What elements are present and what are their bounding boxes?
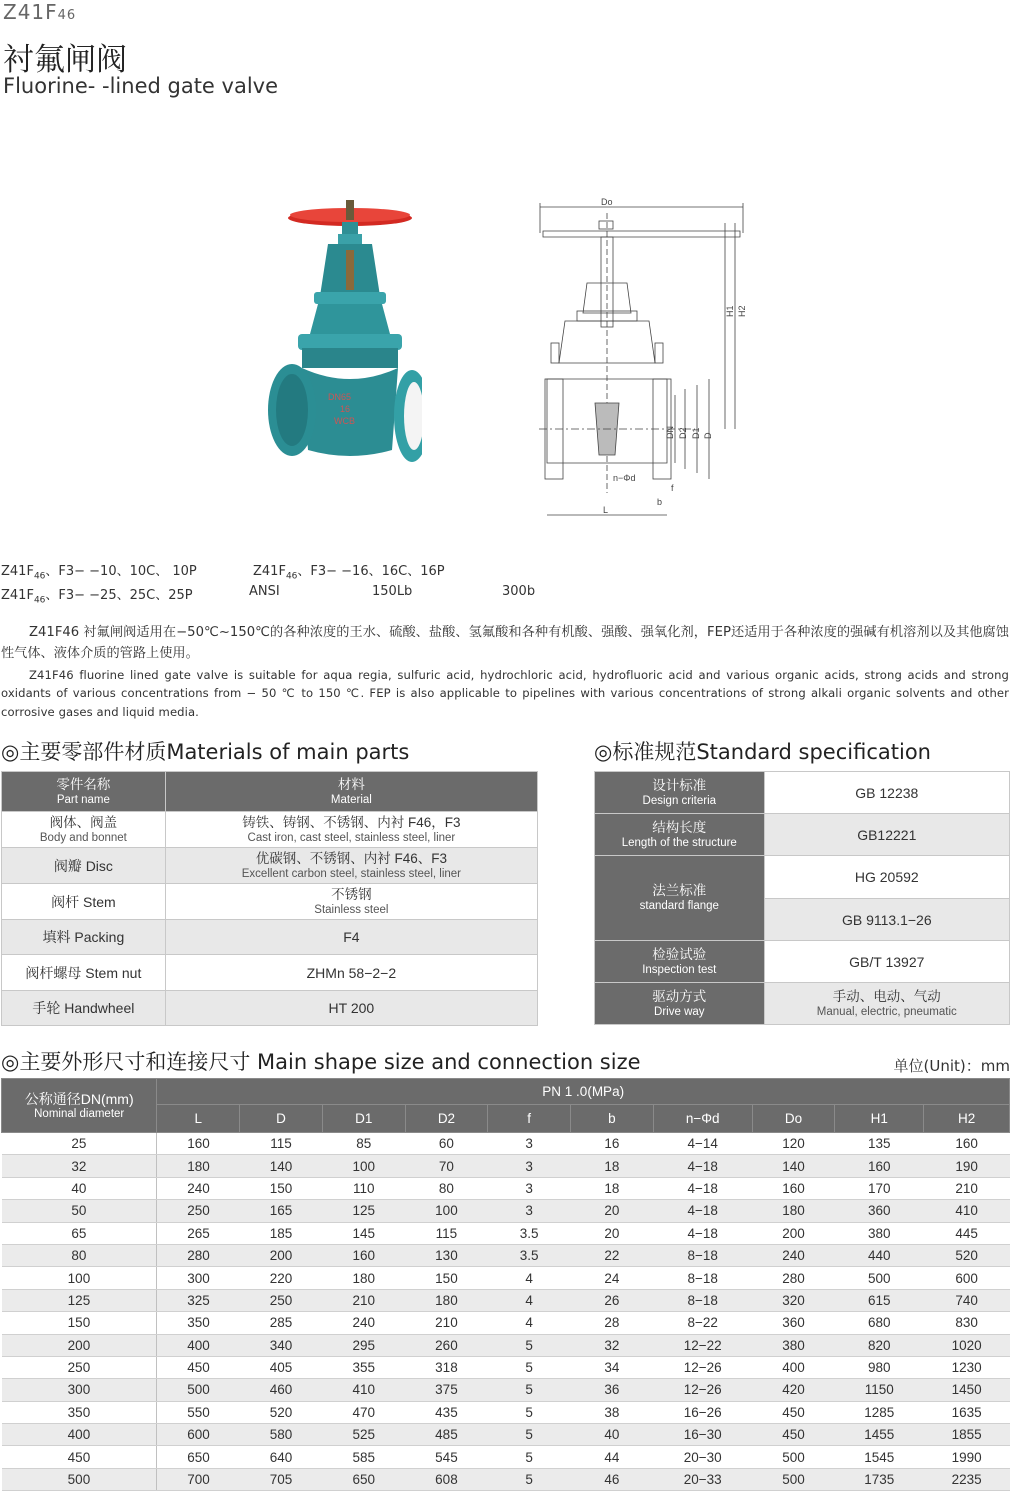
table-cell: 190	[924, 1155, 1010, 1177]
table-cell: 280	[752, 1267, 835, 1289]
table-cell: 3	[488, 1200, 571, 1222]
table-cell: 240	[322, 1312, 405, 1334]
table-cell: 145	[322, 1222, 405, 1244]
table-cell: 8−18	[653, 1289, 752, 1311]
table-cell: 265	[157, 1222, 240, 1244]
table-cell: 135	[835, 1133, 924, 1155]
spec-ansi: ANSI	[249, 584, 280, 599]
materials-header-row	[2, 772, 538, 812]
table-cell: 450	[752, 1401, 835, 1423]
table-row: 检验试验 Inspection test GB/T 13927	[595, 941, 1010, 983]
product-title-cn: 衬氟闸阀	[3, 42, 127, 78]
table-row	[2, 1424, 1010, 1446]
table-cell: 26	[571, 1289, 654, 1311]
table-cell: 5	[488, 1379, 571, 1401]
dimensions-body	[2, 1133, 1010, 1491]
table-cell: 160	[752, 1177, 835, 1199]
table-cell: 740	[924, 1289, 1010, 1311]
spec-300b: 300b	[502, 584, 536, 599]
table-cell: 295	[322, 1334, 405, 1356]
table-cell: 80	[2, 1244, 157, 1266]
table-cell: 318	[405, 1356, 488, 1378]
table-cell: 5	[488, 1401, 571, 1423]
spec-line-1b: $Z41F_{46}$、F3− −16、16C、16P	[253, 564, 445, 582]
table-cell: 285	[240, 1312, 323, 1334]
spec-line-1a: $Z41F_{46}$、F3− −10、10C、 10P	[1, 564, 197, 582]
dim-col-header: D	[240, 1105, 323, 1133]
dimensions-table	[1, 1078, 1010, 1491]
table-cell: 410	[924, 1200, 1010, 1222]
product-title-en: Fluorine- -lined gate valve	[3, 74, 279, 98]
label-l: L	[603, 505, 609, 515]
label-do: Do	[601, 197, 613, 207]
table-cell: 165	[240, 1200, 323, 1222]
table-cell: 4	[488, 1312, 571, 1334]
table-cell: 120	[752, 1133, 835, 1155]
dim-col-header: H1	[835, 1105, 924, 1133]
dimensions-header-row	[2, 1079, 1010, 1105]
table-cell: 600	[157, 1424, 240, 1446]
table-cell: 20	[571, 1200, 654, 1222]
table-cell: 680	[835, 1312, 924, 1334]
table-cell: 1150	[835, 1379, 924, 1401]
table-cell: 500	[752, 1446, 835, 1468]
table-cell: 80	[405, 1177, 488, 1199]
dim-col-header: D1	[322, 1105, 405, 1133]
pressure-rating: PN 1 .0(MPa)	[157, 1079, 1010, 1105]
table-cell: 520	[240, 1401, 323, 1423]
table-cell: 525	[322, 1424, 405, 1446]
table-row: 阀杆 Stem 不锈钢 Stainless steel	[2, 884, 538, 920]
table-cell: 1230	[924, 1356, 1010, 1378]
table-cell: 25	[2, 1133, 157, 1155]
table-cell: 3.5	[488, 1222, 571, 1244]
table-cell: 450	[157, 1356, 240, 1378]
table-cell: 450	[2, 1446, 157, 1468]
spec-line-2a: $Z41F_{46}$、F3− −25、25C、25P	[1, 588, 193, 606]
table-cell: 16−26	[653, 1401, 752, 1423]
table-cell: 615	[835, 1289, 924, 1311]
table-cell: 180	[322, 1267, 405, 1289]
table-row	[2, 1446, 1010, 1468]
col-nominal-diameter: 公称通径DN(mm) Nominal diameter	[2, 1079, 157, 1133]
table-cell: 5	[488, 1446, 571, 1468]
table-cell: 20−33	[653, 1468, 752, 1490]
col-part-name: 零件名称 Part name	[2, 772, 166, 812]
table-cell: 500	[157, 1379, 240, 1401]
label-d2: D2	[678, 427, 688, 439]
table-cell: 36	[571, 1379, 654, 1401]
table-cell: 20	[571, 1222, 654, 1244]
table-cell: 405	[240, 1356, 323, 1378]
table-cell: 450	[752, 1424, 835, 1446]
table-cell: 5	[488, 1468, 571, 1490]
table-cell: 60	[405, 1133, 488, 1155]
label-h2: H2	[737, 305, 747, 317]
table-cell: 410	[322, 1379, 405, 1401]
table-cell: 300	[2, 1379, 157, 1401]
dim-col-header: n−Φd	[653, 1105, 752, 1133]
table-cell: 460	[240, 1379, 323, 1401]
table-cell: 200	[2, 1334, 157, 1356]
label-d1: D1	[691, 427, 701, 439]
table-cell: 85	[322, 1133, 405, 1155]
label-h1: H1	[725, 305, 735, 317]
description-en: Z41F46 fluorine lined gate valve is suitable for aqua regia, sulfuric acid, hydrochloric acid, hydrofluoric acid and various organic acids, strong acids and strong oxidants of various concentrations from − 50 ℃ to 150 ℃. FEP is also applicable to pipelines with various concentrations of strong alkali organic solvents and other corrosive gases and liquid media.	[1, 668, 1009, 719]
materials-table	[1, 771, 538, 1026]
model-number: Z41F46	[3, 0, 77, 24]
table-row: 阀杆螺母 Stem nut ZHMn 58−2−2	[2, 955, 538, 991]
table-cell: 400	[157, 1334, 240, 1356]
table-cell: 1635	[924, 1401, 1010, 1423]
table-cell: 32	[571, 1334, 654, 1356]
table-cell: 5	[488, 1424, 571, 1446]
dimensions-heading: ◎主要外形尺寸和连接尺寸 Main shape size and connection size	[1, 1050, 641, 1074]
table-cell: 125	[2, 1289, 157, 1311]
table-cell: 32	[2, 1155, 157, 1177]
table-row	[2, 1379, 1010, 1401]
table-cell: 12−22	[653, 1334, 752, 1356]
table-row	[2, 1468, 1010, 1490]
table-cell: 18	[571, 1155, 654, 1177]
label-f: f	[671, 483, 674, 493]
table-cell: 608	[405, 1468, 488, 1490]
table-cell: 220	[240, 1267, 323, 1289]
table-cell: 100	[322, 1155, 405, 1177]
table-cell: 4−18	[653, 1200, 752, 1222]
table-cell: 585	[322, 1446, 405, 1468]
table-cell: 360	[835, 1200, 924, 1222]
table-cell: 5	[488, 1334, 571, 1356]
table-cell: 150	[405, 1267, 488, 1289]
table-cell: 16	[571, 1133, 654, 1155]
table-row	[2, 1155, 1010, 1177]
valve-photo	[262, 200, 422, 470]
table-cell: 210	[405, 1312, 488, 1334]
table-cell: 5	[488, 1356, 571, 1378]
table-cell: 320	[752, 1289, 835, 1311]
table-cell: 8−18	[653, 1267, 752, 1289]
table-cell: 700	[157, 1468, 240, 1490]
table-cell: 125	[322, 1200, 405, 1222]
table-cell: 140	[240, 1155, 323, 1177]
table-row	[2, 1289, 1010, 1311]
table-row	[2, 1356, 1010, 1378]
table-row	[2, 1177, 1010, 1199]
table-cell: 65	[2, 1222, 157, 1244]
table-cell: 1990	[924, 1446, 1010, 1468]
table-cell: 520	[924, 1244, 1010, 1266]
cast-mark-material: WCB	[334, 416, 355, 426]
technical-drawing	[535, 193, 755, 528]
table-row	[2, 1312, 1010, 1334]
table-cell: 820	[835, 1334, 924, 1356]
table-cell: 170	[835, 1177, 924, 1199]
table-cell: 250	[240, 1289, 323, 1311]
table-cell: 1020	[924, 1334, 1010, 1356]
table-cell: 250	[2, 1356, 157, 1378]
table-cell: 380	[835, 1222, 924, 1244]
table-cell: 4	[488, 1267, 571, 1289]
standards-table	[594, 771, 1010, 1025]
table-cell: 150	[2, 1312, 157, 1334]
table-cell: 180	[405, 1289, 488, 1311]
table-cell: 440	[835, 1244, 924, 1266]
table-row: 驱动方式 Drive way 手动、电动、气动 Manual, electric, pneumatic	[595, 983, 1010, 1025]
table-cell: 485	[405, 1424, 488, 1446]
table-cell: 355	[322, 1356, 405, 1378]
table-cell: 210	[322, 1289, 405, 1311]
table-cell: 70	[405, 1155, 488, 1177]
table-cell: 28	[571, 1312, 654, 1334]
table-cell: 500	[835, 1267, 924, 1289]
table-cell: 1545	[835, 1446, 924, 1468]
table-cell: 210	[924, 1177, 1010, 1199]
table-cell: 280	[157, 1244, 240, 1266]
table-cell: 550	[157, 1401, 240, 1423]
table-cell: 435	[405, 1401, 488, 1423]
spec-150lb: 150Lb	[372, 584, 413, 599]
materials-heading: ◎主要零部件材质Materials of main parts	[1, 740, 410, 764]
table-cell: 375	[405, 1379, 488, 1401]
table-cell: 4	[488, 1289, 571, 1311]
table-cell: 470	[322, 1401, 405, 1423]
dim-col-header: H2	[924, 1105, 1010, 1133]
table-row: 填料 Packing F4	[2, 920, 538, 955]
table-cell: 22	[571, 1244, 654, 1266]
table-cell: 705	[240, 1468, 323, 1490]
table-cell: 400	[752, 1356, 835, 1378]
table-cell: 185	[240, 1222, 323, 1244]
table-cell: 420	[752, 1379, 835, 1401]
table-cell: 180	[157, 1155, 240, 1177]
table-cell: 16−30	[653, 1424, 752, 1446]
table-row: 设计标准 Design criteria GB 12238	[595, 772, 1010, 814]
table-cell: 980	[835, 1356, 924, 1378]
table-cell: 600	[924, 1267, 1010, 1289]
table-row	[2, 1133, 1010, 1155]
table-cell: 3	[488, 1177, 571, 1199]
table-cell: 115	[240, 1133, 323, 1155]
table-cell: 360	[752, 1312, 835, 1334]
col-material: 材料 Material	[165, 772, 537, 812]
table-cell: 1855	[924, 1424, 1010, 1446]
table-cell: 115	[405, 1222, 488, 1244]
table-row: 阀瓣 Disc 优碳钢、不锈钢、内衬 F46、F3 Excellent carbon steel, stainless steel, liner	[2, 848, 538, 884]
table-cell: 24	[571, 1267, 654, 1289]
table-cell: 1735	[835, 1468, 924, 1490]
standards-heading: ◎标准规范Standard specification	[594, 740, 931, 764]
dim-col-header: L	[157, 1105, 240, 1133]
table-cell: 110	[322, 1177, 405, 1199]
table-row	[2, 1222, 1010, 1244]
table-cell: 650	[322, 1468, 405, 1490]
table-cell: 8−18	[653, 1244, 752, 1266]
table-row: 法兰标准 standard flange HG 20592	[595, 856, 1010, 899]
table-cell: 12−26	[653, 1379, 752, 1401]
table-cell: 200	[752, 1222, 835, 1244]
table-row: 手轮 Handwheel HT 200	[2, 991, 538, 1026]
table-row	[2, 1401, 1010, 1423]
table-cell: 260	[405, 1334, 488, 1356]
table-cell: 1450	[924, 1379, 1010, 1401]
table-cell: 40	[571, 1424, 654, 1446]
table-cell: 100	[2, 1267, 157, 1289]
table-cell: 250	[157, 1200, 240, 1222]
table-cell: 3	[488, 1133, 571, 1155]
cast-mark-dn: DN65	[328, 392, 352, 402]
table-cell: 830	[924, 1312, 1010, 1334]
label-n-phi-d: n−Φd	[613, 473, 636, 483]
table-cell: 640	[240, 1446, 323, 1468]
unit-label: 单位(Unit)：mm	[893, 1057, 1010, 1075]
cast-mark-pn: 16	[340, 404, 351, 414]
table-cell: 500	[752, 1468, 835, 1490]
table-cell: 44	[571, 1446, 654, 1468]
table-cell: 160	[835, 1155, 924, 1177]
table-cell: 240	[157, 1177, 240, 1199]
table-cell: 3.5	[488, 1244, 571, 1266]
table-cell: 500	[2, 1468, 157, 1490]
table-cell: 12−26	[653, 1356, 752, 1378]
table-cell: 20−30	[653, 1446, 752, 1468]
label-dn: DN	[665, 426, 675, 439]
table-cell: 650	[157, 1446, 240, 1468]
table-row	[2, 1267, 1010, 1289]
table-row: 阀体、阀盖 Body and bonnet 铸铁、铸钢、不锈钢、内衬 F46，F3 Cast iron, cast steel, stainless steel, liner	[2, 812, 538, 848]
table-cell: 400	[2, 1424, 157, 1446]
table-cell: 180	[752, 1200, 835, 1222]
table-cell: 4−14	[653, 1133, 752, 1155]
table-cell: 130	[405, 1244, 488, 1266]
table-row: 结构长度 Length of the structure GB12221	[595, 814, 1010, 856]
table-cell: 445	[924, 1222, 1010, 1244]
table-cell: 50	[2, 1200, 157, 1222]
label-d: D	[703, 432, 713, 439]
table-cell: 200	[240, 1244, 323, 1266]
table-cell: 380	[752, 1334, 835, 1356]
table-cell: 18	[571, 1177, 654, 1199]
table-row: GB 9113.1−26	[595, 899, 1010, 941]
table-cell: 580	[240, 1424, 323, 1446]
table-cell: 100	[405, 1200, 488, 1222]
table-cell: 325	[157, 1289, 240, 1311]
table-cell: 4−18	[653, 1155, 752, 1177]
table-cell: 340	[240, 1334, 323, 1356]
table-cell: 1455	[835, 1424, 924, 1446]
label-b: b	[657, 497, 663, 507]
table-cell: 350	[2, 1401, 157, 1423]
table-row	[2, 1334, 1010, 1356]
dim-col-header: f	[488, 1105, 571, 1133]
table-cell: 4−18	[653, 1177, 752, 1199]
table-cell: 150	[240, 1177, 323, 1199]
dim-col-header: Do	[752, 1105, 835, 1133]
table-cell: 240	[752, 1244, 835, 1266]
table-cell: 34	[571, 1356, 654, 1378]
table-cell: 38	[571, 1401, 654, 1423]
table-cell: 350	[157, 1312, 240, 1334]
table-row	[2, 1200, 1010, 1222]
table-cell: 4−18	[653, 1222, 752, 1244]
dim-col-header: b	[571, 1105, 654, 1133]
table-cell: 160	[322, 1244, 405, 1266]
table-cell: 545	[405, 1446, 488, 1468]
table-cell: 140	[752, 1155, 835, 1177]
table-cell: 40	[2, 1177, 157, 1199]
table-cell: 160	[157, 1133, 240, 1155]
table-cell: 46	[571, 1468, 654, 1490]
description-cn: Z41F46 衬氟闸阀适用在−50℃~150℃的各种浓度的王水、硫酸、盐酸、氢氟酸和各种有机酸、强酸、强氧化剂，FEP还适用于各种浓度的强碱有机溶剂以及其他腐蚀性气体、液体介质的管路上使用。	[1, 625, 1009, 661]
table-cell: 8−22	[653, 1312, 752, 1334]
table-cell: 300	[157, 1267, 240, 1289]
table-cell: 2235	[924, 1468, 1010, 1490]
table-cell: 3	[488, 1155, 571, 1177]
dim-col-header: D2	[405, 1105, 488, 1133]
table-cell: 1285	[835, 1401, 924, 1423]
table-row	[2, 1244, 1010, 1266]
table-cell: 160	[924, 1133, 1010, 1155]
